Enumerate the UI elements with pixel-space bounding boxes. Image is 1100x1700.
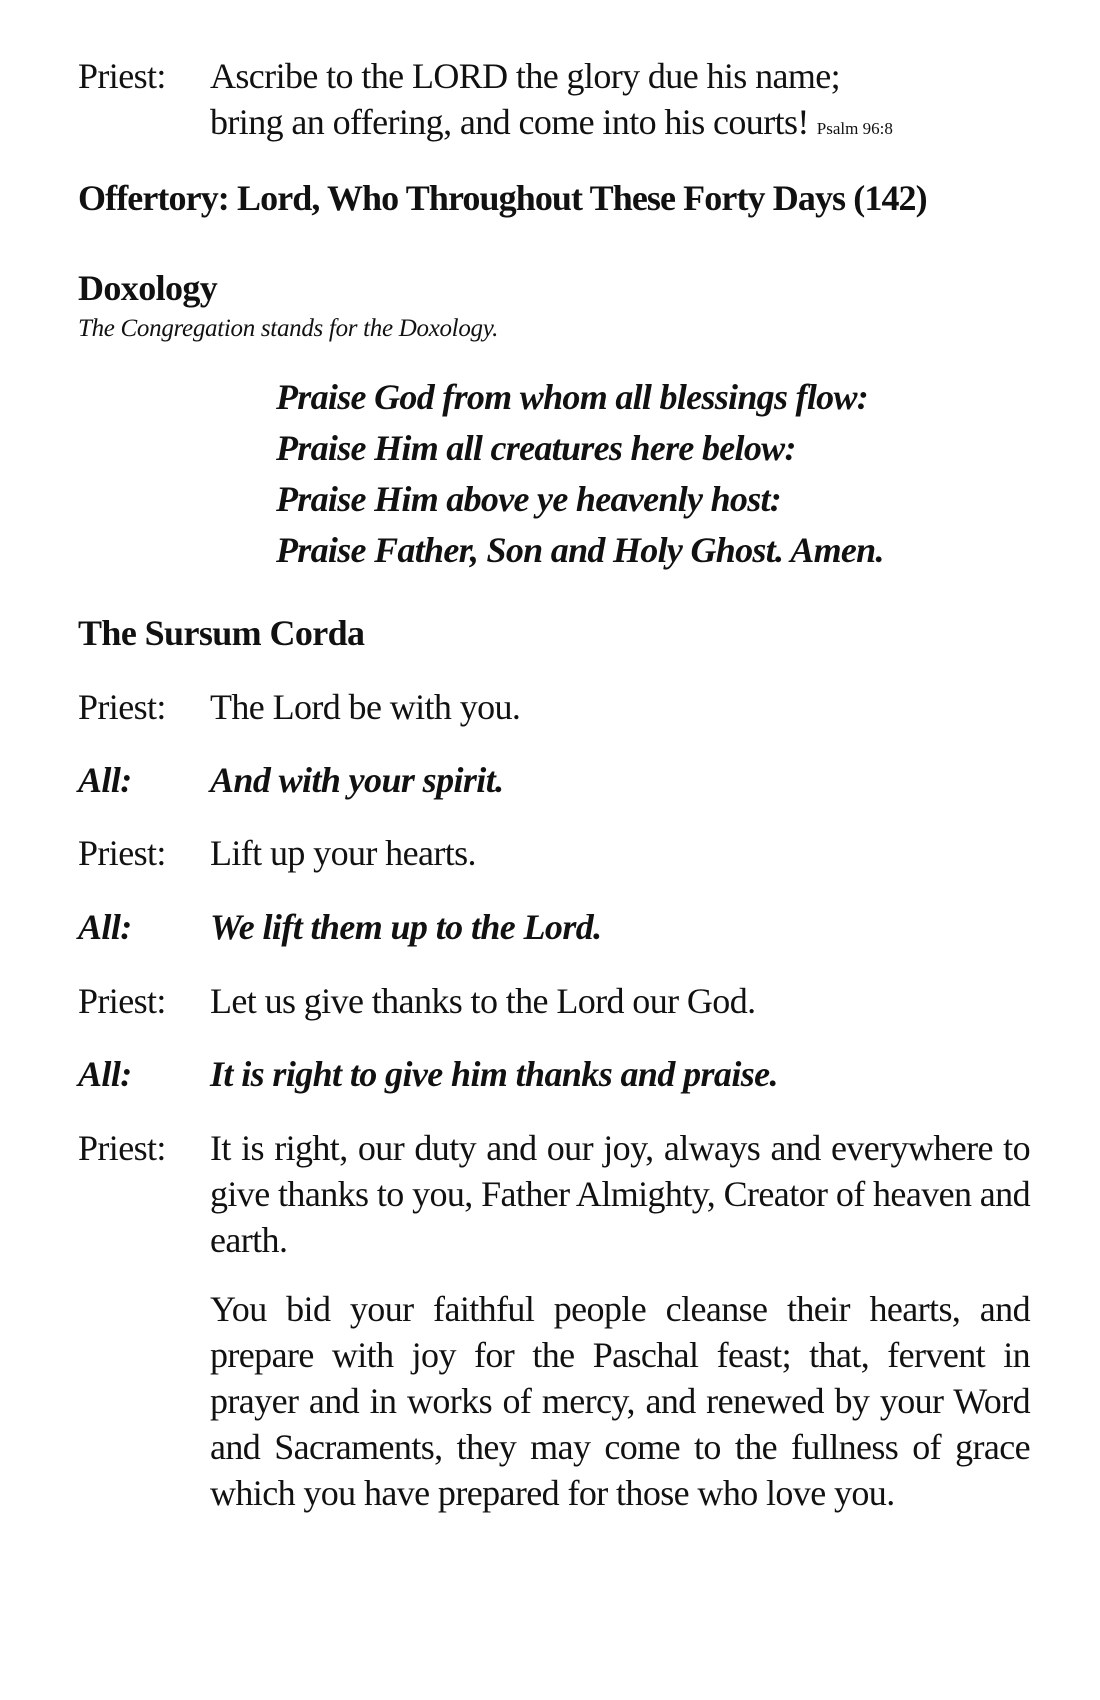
offertory-heading: Offertory: Lord, Who Throughout These Forty Days (142) [78,178,927,218]
doxology-verse [276,372,884,576]
preface-paragraph-2: You bid your faithful people cleanse their hearts, and prepare with joy for the Paschal feast; that, fervent in prayer and in works of mercy, and renewed by your Word and Sacraments, they may come to the fullness of grace which you have prepared for those who love you. [210,1289,1030,1513]
intro-line-2: bring an offering, and come into his courts! [210,102,809,142]
dialogue-line-priest: The Lord be with you. [210,687,521,727]
doxology-line: Praise Him above ye heavenly host: [276,479,782,519]
dialogue-speaker-all: All: [78,1054,132,1094]
dialogue-speaker-priest: Priest: [78,687,166,727]
psalm-reference: Psalm 96:8 [816,119,893,138]
dialogue-speaker-all: All: [78,907,132,947]
preface-paragraph-1: It is right, our duty and our joy, always and everywhere to give thanks to you, Father Almighty, Creator of heaven and earth. [210,1128,1030,1260]
dialogue-line-all: We lift them up to the Lord. [210,907,602,947]
dialogue-speaker-all: All: [78,760,132,800]
intro-line-2-wrapper [210,99,893,152]
intro-line-1: Ascribe to the LORD the glory due his name; [210,56,841,96]
intro-speaker: Priest: [78,56,166,96]
doxology-line: Praise Him all creatures here below: [276,428,796,468]
doxology-rubric: The Congregation stands for the Doxology. [78,315,499,342]
dialogue-speaker-priest: Priest: [78,833,166,873]
sursum-corda-heading: The Sursum Corda [78,613,365,653]
dialogue-line-priest: Lift up your hearts. [210,833,476,873]
dialogue-speaker-priest: Priest: [78,981,166,1021]
preface-speaker: Priest: [78,1128,166,1168]
dialogue-line-priest: Let us give thanks to the Lord our God. [210,981,756,1021]
doxology-heading: Doxology [78,268,218,308]
doxology-line: Praise God from whom all blessings flow: [276,377,869,417]
dialogue-line-all: It is right to give him thanks and praise. [210,1054,778,1094]
doxology-line: Praise Father, Son and Holy Ghost. Amen. [276,530,884,570]
dialogue-line-all: And with your spirit. [210,760,504,800]
